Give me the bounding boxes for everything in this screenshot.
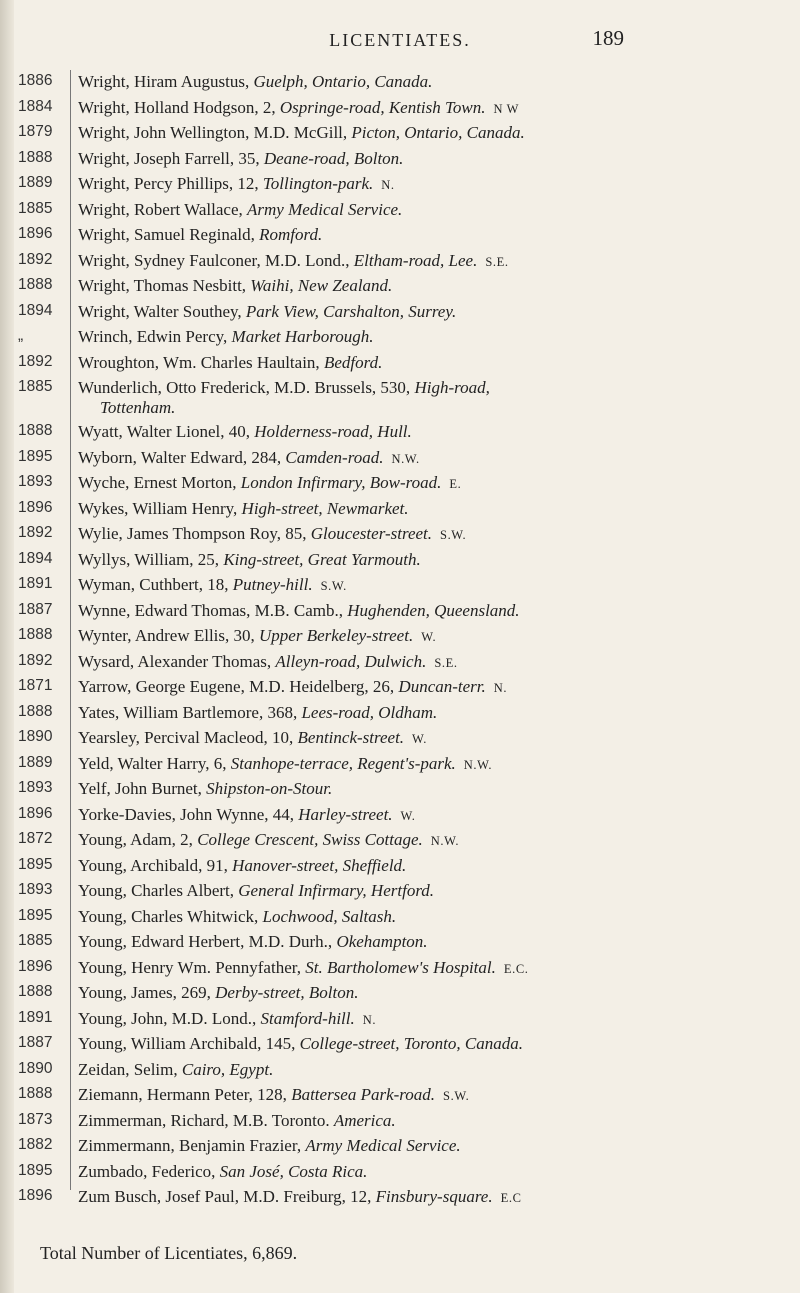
entry-address: Finsbury-square.	[375, 1187, 493, 1206]
entry-name: Young, Charles Albert,	[78, 881, 234, 900]
entry-text	[78, 601, 778, 621]
entry-year: 1888	[18, 983, 53, 1000]
entry-year: 1895	[18, 855, 53, 873]
entry-name: Wright, Samuel Reginald,	[78, 225, 255, 244]
entry-text	[78, 149, 778, 169]
entry-text	[78, 779, 778, 799]
list-item	[0, 325, 800, 351]
entry-name: Zumbado, Federico,	[78, 1161, 216, 1181]
list-item	[0, 675, 800, 701]
entry-address: Picton, Ontario, Canada.	[351, 123, 525, 142]
entry-name: Wright, John Wellington, M.D. McGill,	[78, 123, 348, 142]
entry-name: Young, Charles Whitwick,	[78, 906, 259, 926]
entry-text	[78, 98, 778, 118]
entry-year: 1895	[18, 447, 53, 465]
entry-name: Zimmerman, Richard, M.B. Toronto.	[78, 1110, 330, 1130]
entry-name: Wynne, Edward Thomas, M.B. Camb.,	[78, 600, 343, 620]
entry-name: Ziemann, Hermann Peter, 128,	[78, 1085, 287, 1104]
entry-name: Wright, Hiram Augustus,	[78, 72, 250, 91]
list-item	[0, 930, 800, 956]
entry-address: Bentinck-street.	[297, 728, 405, 747]
entry-text	[78, 353, 778, 373]
entry-year: 1893	[18, 881, 53, 898]
entry-year: 1896	[18, 498, 53, 516]
entry-year: 1882	[18, 1136, 53, 1153]
list-item	[0, 1083, 800, 1109]
entry-district: W.	[400, 808, 416, 823]
entry-year: 1885	[18, 932, 53, 949]
list-item	[0, 777, 800, 803]
entry-name: Wright, Holland Hodgson, 2,	[78, 97, 276, 117]
entry-district: E.	[449, 477, 462, 491]
entry-district: N.W.	[391, 451, 420, 466]
list-item	[0, 96, 800, 122]
entry-address: Bedford.	[323, 352, 383, 372]
entry-district: N.	[381, 178, 395, 192]
entry-address: Hanover-street, Sheffield.	[232, 855, 407, 875]
entry-address: High-street, Newmarket.	[241, 498, 409, 518]
list-item	[0, 956, 800, 982]
entry-name: Wyche, Ernest Morton,	[78, 473, 237, 492]
entry-address: Tollington-park.	[262, 174, 374, 193]
entry-year: 1885	[18, 378, 53, 395]
list-item	[0, 573, 800, 599]
entry-year: 1892	[18, 250, 53, 268]
entry-name: Wylie, James Thompson Roy, 85,	[78, 524, 307, 543]
entry-text	[78, 174, 778, 194]
entry-year: 1890	[18, 728, 53, 745]
entry-address: Stamford-hill.	[260, 1008, 355, 1028]
list-item	[0, 1109, 800, 1135]
list-item	[0, 249, 800, 275]
list-item	[0, 599, 800, 625]
entry-year: „	[18, 327, 24, 344]
entry-address: King-street, Great Yarmouth.	[223, 549, 421, 569]
entry-name: Young, Adam, 2,	[78, 830, 193, 849]
entry-year: 1896	[18, 957, 53, 975]
entry-address: College-street, Toronto, Canada.	[299, 1034, 523, 1053]
list-item	[0, 446, 800, 472]
list-item	[0, 624, 800, 650]
entry-year: 1896	[18, 804, 53, 822]
entry-text	[78, 907, 778, 927]
entry-address: America.	[333, 1110, 396, 1130]
entry-text	[78, 550, 778, 570]
entry-name: Wyborn, Walter Edward, 284,	[78, 447, 282, 467]
entry-year: 1896	[18, 225, 53, 242]
entry-name: Wright, Thomas Nesbitt,	[78, 276, 247, 295]
list-item	[0, 300, 800, 326]
list-item	[0, 198, 800, 224]
entry-year: 1893	[18, 473, 53, 490]
list-item	[0, 752, 800, 778]
entry-text	[78, 626, 778, 646]
entry-district: W.	[412, 732, 428, 746]
entry-year: 1888	[18, 148, 53, 166]
entry-text	[78, 1034, 778, 1054]
entry-text	[78, 302, 778, 322]
entry-year: 1889	[18, 753, 53, 771]
entry-text	[78, 703, 778, 723]
list-item	[0, 1160, 800, 1186]
entry-name: Yarrow, George Eugene, M.D. Heidelberg, 26,	[78, 677, 395, 696]
entry-address: Okehampton.	[336, 932, 428, 951]
entry-text	[78, 378, 778, 418]
entry-text	[78, 830, 778, 850]
entry-address-continuation: Tottenham.	[100, 398, 176, 417]
entry-address: St. Bartholomew's Hospital.	[305, 957, 496, 977]
list-item	[0, 351, 800, 377]
entry-year: 1891	[18, 1008, 53, 1026]
entry-address: Lochwood, Saltash.	[262, 906, 397, 926]
entry-address: Putney-hill.	[232, 575, 313, 594]
entry-text	[78, 72, 778, 92]
entry-name: Young, John, M.D. Lond.,	[78, 1008, 257, 1028]
list-item	[0, 854, 800, 880]
entry-year: 1892	[18, 651, 53, 669]
entry-text	[78, 856, 778, 876]
list-item	[0, 905, 800, 931]
entry-address: Deane-road, Bolton.	[263, 148, 404, 168]
entry-name: Wright, Percy Phillips, 12,	[78, 174, 259, 193]
entry-text	[78, 1111, 778, 1131]
list-item	[0, 70, 800, 96]
entry-text	[78, 754, 778, 774]
entry-district: S.W.	[440, 528, 467, 542]
list-item	[0, 121, 800, 147]
entry-text	[78, 677, 778, 697]
entry-text	[78, 200, 778, 220]
entry-text	[78, 1136, 778, 1156]
licentiate-list	[0, 70, 800, 1211]
list-item	[0, 1007, 800, 1033]
list-item	[0, 1185, 800, 1211]
entry-district: W.	[421, 630, 437, 644]
entry-name: Zimmermann, Benjamin Frazier,	[78, 1136, 302, 1155]
entry-name: Wrinch, Edwin Percy,	[78, 327, 228, 346]
list-item	[0, 223, 800, 249]
entry-name: Wyman, Cuthbert, 18,	[78, 575, 229, 594]
entry-name: Young, Henry Wm. Pennyfather,	[78, 957, 301, 977]
entry-text	[78, 728, 778, 748]
entry-address: Waihi, New Zealand.	[250, 276, 393, 295]
list-item	[0, 1058, 800, 1084]
entry-address: Upper Berkeley-street.	[259, 626, 414, 645]
list-item	[0, 803, 800, 829]
entry-name: Young, William Archibald, 145,	[78, 1034, 296, 1053]
entry-text	[78, 1085, 778, 1105]
list-item	[0, 172, 800, 198]
list-item	[0, 650, 800, 676]
entry-address: General Infirmary, Hertford.	[238, 881, 435, 900]
entry-text	[78, 1060, 778, 1080]
entry-name: Wysard, Alexander Thomas,	[78, 651, 272, 671]
entry-district: N.W.	[430, 834, 460, 848]
entry-district: E.C	[500, 1191, 522, 1205]
entry-year: 1888	[18, 276, 53, 293]
entry-address: London Infirmary, Bow-road.	[240, 473, 442, 492]
entry-year: 1892	[18, 352, 53, 370]
entry-year: 1888	[18, 626, 53, 643]
list-item	[0, 1032, 800, 1058]
list-item	[0, 548, 800, 574]
list-item	[0, 701, 800, 727]
entry-address: Harley-street.	[298, 804, 393, 824]
entry-name: Wright, Sydney Faulconer, M.D. Lond.,	[78, 250, 350, 270]
page-header	[0, 22, 800, 52]
entry-name: Wyatt, Walter Lionel, 40,	[78, 422, 250, 441]
entry-address: College Crescent, Swiss Cottage.	[197, 830, 423, 849]
entry-year: 1888	[18, 702, 53, 720]
entry-year: 1890	[18, 1059, 53, 1077]
entry-address: Lees-road, Oldham.	[301, 702, 438, 722]
entry-name: Zum Busch, Josef Paul, M.D. Freiburg, 12,	[78, 1187, 372, 1206]
total-licentiates: Total Number of Licentiates, 6,869.	[40, 1243, 298, 1263]
list-item	[0, 828, 800, 854]
running-title: LICENTIATES.	[329, 30, 471, 50]
entry-text	[78, 1162, 778, 1182]
entry-year: 1872	[18, 830, 53, 847]
entry-district: S.E.	[485, 254, 509, 269]
entry-name: Young, Edward Herbert, M.D. Durh.,	[78, 932, 333, 951]
entry-district: S.E.	[434, 655, 458, 670]
list-item	[0, 471, 800, 497]
entry-district: N W	[493, 101, 520, 116]
page-number: 189	[592, 26, 624, 50]
entry-name: Young, Archibald, 91,	[78, 855, 228, 875]
list-item	[0, 420, 800, 446]
entry-text	[78, 805, 778, 825]
entry-year: 1873	[18, 1110, 53, 1128]
entry-address: Camden-road.	[285, 447, 384, 467]
entry-name: Yelf, John Burnet,	[78, 779, 202, 798]
entry-year: 1887	[18, 600, 53, 618]
entry-name: Wunderlich, Otto Frederick, M.D. Brussels, 530,	[78, 378, 411, 397]
entry-address: Derby-street, Bolton.	[215, 983, 359, 1002]
entry-year: 1892	[18, 524, 53, 541]
entry-year: 1893	[18, 779, 53, 796]
entry-address: Park View, Carshalton, Surrey.	[245, 301, 457, 321]
entry-text	[78, 575, 778, 595]
entry-name: Zeidan, Selim,	[78, 1059, 178, 1079]
entry-name: Wright, Walter Southey,	[78, 301, 242, 321]
entry-text	[78, 1009, 778, 1029]
entry-name: Yorke-Davies, John Wynne, 44,	[78, 804, 295, 824]
entry-year: 1894	[18, 549, 53, 567]
entry-address: Duncan-terr.	[398, 677, 486, 696]
entry-year: 1884	[18, 97, 53, 115]
entry-address: Romford.	[259, 225, 323, 244]
entry-district: N.	[493, 681, 508, 695]
entry-name: Wykes, William Henry,	[78, 498, 238, 518]
entry-year: 1888	[18, 1085, 53, 1102]
entry-name: Wyllys, William, 25,	[78, 549, 220, 569]
entry-text	[78, 225, 778, 245]
list-item	[0, 376, 800, 420]
entry-name: Young, James, 269,	[78, 983, 211, 1002]
entry-address: Eltham-road, Lee.	[353, 250, 478, 270]
entry-name: Wright, Robert Wallace,	[78, 199, 243, 219]
entry-year: 1889	[18, 174, 53, 191]
entry-district: S.W.	[443, 1089, 470, 1103]
entry-address: Stanhope-terrace, Regent's-park.	[230, 753, 456, 773]
entry-name: Yearsley, Percival Macleod, 10,	[78, 728, 294, 747]
entry-year: 1879	[18, 123, 53, 140]
entry-year: 1894	[18, 301, 53, 319]
entry-year: 1895	[18, 1161, 53, 1179]
entry-name: Yeld, Walter Harry, 6,	[78, 753, 227, 773]
entry-year: 1885	[18, 199, 53, 217]
entry-address: Battersea Park-road.	[291, 1085, 436, 1104]
entry-address: Army Medical Service.	[247, 199, 403, 219]
entry-year: 1895	[18, 906, 53, 924]
entry-name: Yates, William Bartlemore, 368,	[78, 702, 298, 722]
entry-year: 1896	[18, 1187, 53, 1204]
entry-address: Holderness-road, Hull.	[254, 422, 412, 441]
list-item	[0, 1134, 800, 1160]
entry-address: High-road,	[414, 378, 490, 397]
entry-name: Wynter, Andrew Ellis, 30,	[78, 626, 255, 645]
list-item	[0, 981, 800, 1007]
entry-text	[78, 958, 778, 978]
entry-address: Hughenden, Queensland.	[347, 600, 520, 620]
entry-district: N.	[362, 1012, 377, 1027]
entry-address: Army Medical Service.	[305, 1136, 461, 1155]
entry-district: N.W.	[463, 757, 493, 772]
entry-year: 1888	[18, 422, 53, 439]
entry-name: Wright, Joseph Farrell, 35,	[78, 148, 260, 168]
entry-address: Guelph, Ontario, Canada.	[253, 72, 433, 91]
entry-text	[78, 327, 778, 347]
entry-year: 1887	[18, 1034, 53, 1051]
entry-address: Cairo, Egypt.	[181, 1059, 274, 1079]
entry-address: Shipston-on-Stour.	[206, 779, 333, 798]
entry-text	[78, 251, 778, 271]
entry-year: 1886	[18, 72, 53, 89]
entry-address: Market Harborough.	[231, 327, 374, 346]
entry-text	[78, 881, 778, 901]
list-item	[0, 726, 800, 752]
entry-text	[78, 983, 778, 1003]
entry-text	[78, 422, 778, 442]
entry-address: Alleyn-road, Dulwich.	[275, 651, 427, 671]
list-item	[0, 522, 800, 548]
entry-year: 1871	[18, 677, 53, 694]
entry-text	[78, 1187, 778, 1207]
list-item	[0, 497, 800, 523]
entry-text	[78, 499, 778, 519]
entry-name: Wroughton, Wm. Charles Haultain,	[78, 352, 320, 372]
entry-year: 1891	[18, 575, 53, 592]
entry-text	[78, 652, 778, 672]
entry-district: S.W.	[320, 579, 347, 593]
entry-address: Ospringe-road, Kentish Town.	[279, 97, 486, 117]
list-item	[0, 879, 800, 905]
list-item	[0, 147, 800, 173]
entry-address: San José, Costa Rica.	[219, 1161, 368, 1181]
entry-text	[78, 276, 778, 296]
entry-district: E.C.	[503, 961, 529, 976]
entry-text	[78, 448, 778, 468]
list-item	[0, 274, 800, 300]
entry-text	[78, 123, 778, 143]
entry-text	[78, 932, 778, 952]
entry-address: Gloucester-street.	[310, 524, 433, 543]
entry-text	[78, 524, 778, 544]
entry-text	[78, 473, 778, 493]
